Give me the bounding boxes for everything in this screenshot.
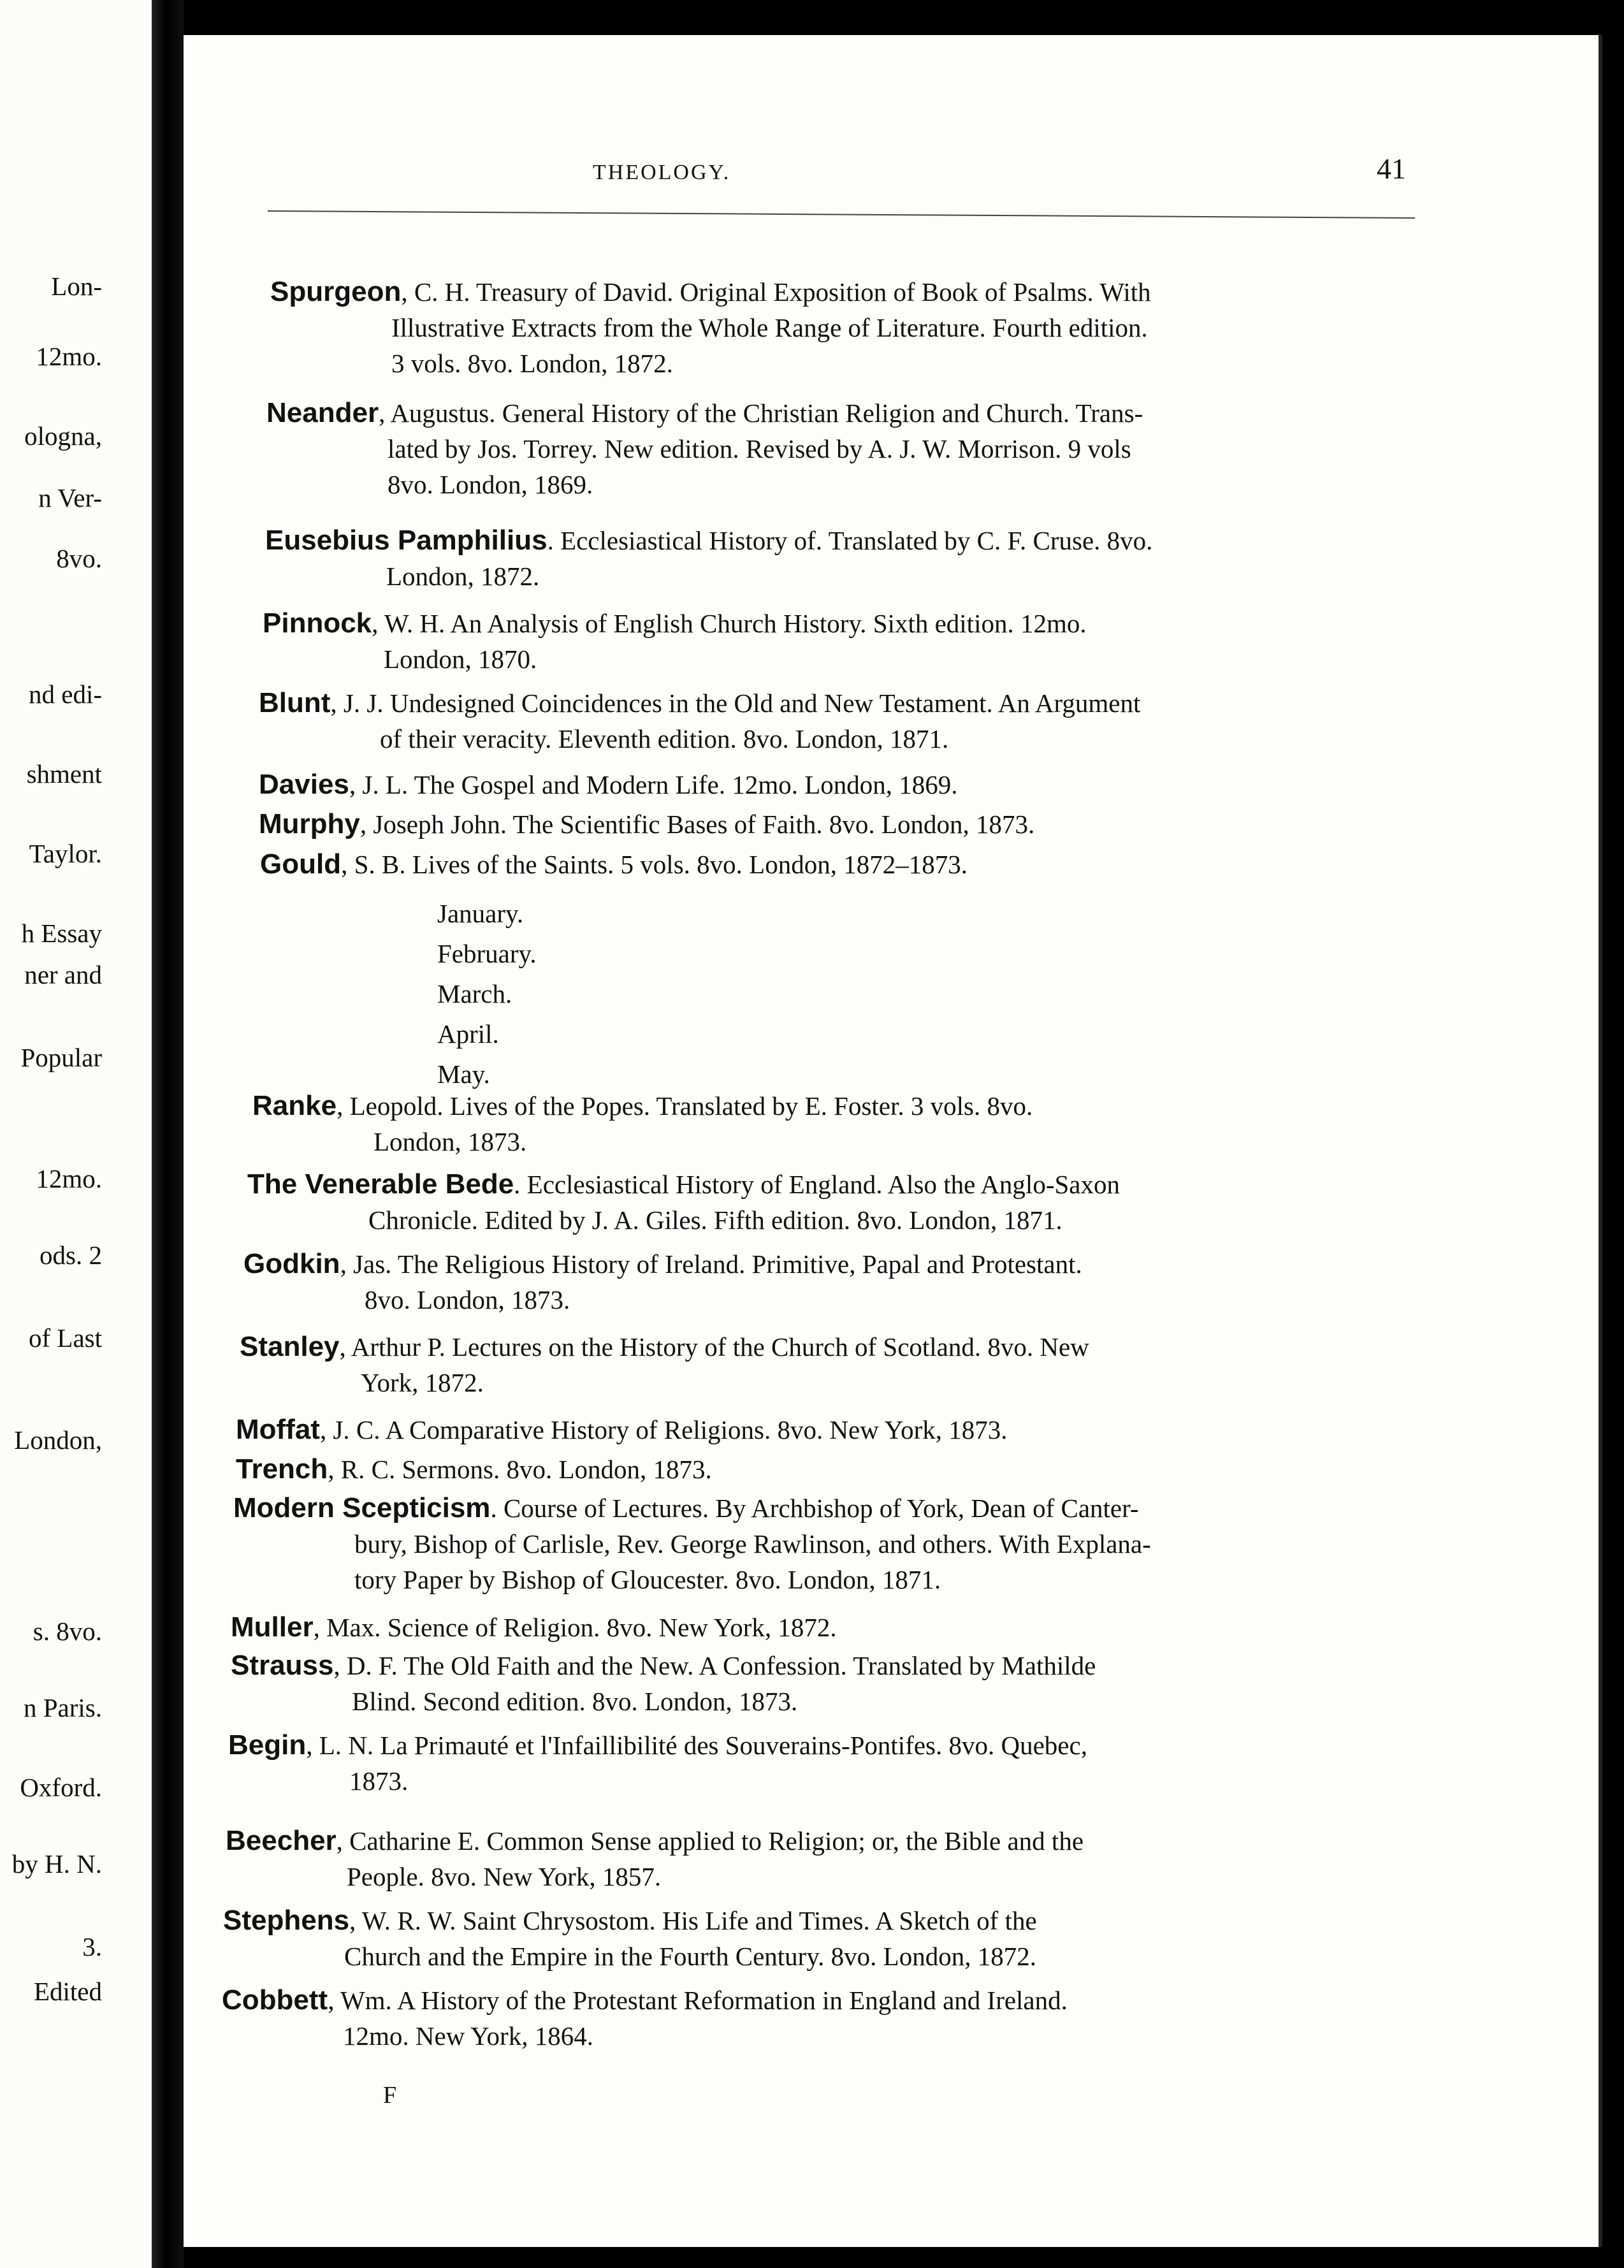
entry-text: , R. C. Sermons. 8vo. London, 1873. xyxy=(328,1455,712,1484)
entry-line xyxy=(259,685,1140,721)
entry-text: , C. H. Treasury of David. Original Exposition of Book of Psalms. With xyxy=(401,277,1151,307)
entry-author: Moffat xyxy=(236,1414,320,1445)
entry-line xyxy=(240,1365,1089,1400)
entry-text: bury, Bishop of Carlisle, Rev. George Rawlinson, and others. With Explana- xyxy=(354,1529,1151,1559)
entry-line xyxy=(236,1412,1008,1448)
entry-line xyxy=(252,1124,1033,1159)
entry-line xyxy=(259,767,958,803)
bibliography-entry xyxy=(263,606,1087,677)
entry-line xyxy=(243,1246,1082,1282)
month-item: April. xyxy=(437,1019,499,1049)
entry-text: York, 1872. xyxy=(361,1368,484,1397)
entry-line xyxy=(247,1202,1120,1238)
bibliography-entry xyxy=(231,1648,1096,1719)
left-page-fragment: nd edi- xyxy=(29,680,102,709)
left-page-fragment: Popular xyxy=(20,1043,102,1072)
entry-text: Chronicle. Edited by J. A. Giles. Fifth edition. 8vo. London, 1871. xyxy=(368,1205,1062,1235)
entry-author: Begin xyxy=(228,1729,307,1761)
left-page-fragment: London, xyxy=(14,1425,102,1455)
entry-line xyxy=(266,467,1143,502)
left-page-fragment: Edited xyxy=(33,1977,102,2006)
entry-text: , Catharine E. Common Sense applied to Religion; or, the Bible and the xyxy=(336,1826,1084,1856)
entry-text: , J. J. Undesigned Coincidences in the Old and New Testament. An Argument xyxy=(330,688,1141,718)
bibliography-entry xyxy=(259,685,1140,757)
entry-line xyxy=(265,523,1152,558)
bibliography-entry xyxy=(228,1727,1087,1799)
entry-text: , S. B. Lives of the Saints. 5 vols. 8vo. London, 1872–1873. xyxy=(341,850,968,879)
bibliography-entry xyxy=(222,1982,1068,2054)
entry-line xyxy=(259,806,1034,842)
entry-text: 3 vols. 8vo. London, 1872. xyxy=(391,349,673,378)
left-page-fragment: 3. xyxy=(82,1932,102,1961)
entry-line xyxy=(233,1562,1151,1597)
entry-author: Strauss xyxy=(231,1650,334,1681)
bibliography-entry xyxy=(231,1610,837,1645)
entry-line xyxy=(263,641,1087,677)
entry-text: 1873. xyxy=(349,1766,409,1796)
entry-text: , Jas. The Religious History of Ireland. Primitive, Papal and Protestant. xyxy=(340,1249,1082,1279)
entry-line xyxy=(222,1982,1068,2018)
left-page-fragment: s. 8vo. xyxy=(33,1617,102,1646)
left-page-fragment: n Paris. xyxy=(24,1693,102,1722)
entry-line xyxy=(266,395,1143,431)
page-number: 41 xyxy=(1377,152,1406,185)
entry-author: Davies xyxy=(259,769,349,800)
entry-line xyxy=(247,1167,1120,1202)
entry-author: Trench xyxy=(236,1453,328,1485)
entry-text: . Ecclesiastical History of England. Also the Anglo-Saxon xyxy=(514,1170,1120,1199)
entry-text: London, 1870. xyxy=(384,644,537,674)
entry-author: Pinnock xyxy=(263,607,372,639)
entry-author: Cobbett xyxy=(222,1984,328,2016)
bibliography-entry xyxy=(259,806,1034,842)
entry-author: Ranke xyxy=(252,1090,337,1121)
left-page-fragment: Oxford. xyxy=(20,1773,102,1802)
entry-author: Eusebius Pamphilius xyxy=(265,525,547,556)
bibliography-entry xyxy=(236,1451,712,1487)
entry-line xyxy=(266,431,1143,467)
entry-text: , Leopold. Lives of the Popes. Translated by E. Foster. 3 vols. 8vo. xyxy=(337,1091,1033,1121)
gould-months-list xyxy=(437,894,537,1094)
entry-line xyxy=(260,847,968,882)
left-page-fragment: n Ver- xyxy=(38,483,102,512)
bibliography-entry xyxy=(265,523,1152,594)
entry-text: , L. N. La Primauté et l'Infaillibilité des Souverains-Pontifes. 8vo. Quebec, xyxy=(306,1731,1087,1760)
bibliography-entry xyxy=(247,1167,1120,1238)
bibliography-entry xyxy=(270,274,1151,381)
left-page-fragment: shment xyxy=(26,759,102,789)
month-item: February. xyxy=(437,939,537,968)
entry-text: London, 1873. xyxy=(373,1127,527,1156)
entry-line xyxy=(231,1648,1096,1683)
entry-line xyxy=(223,1938,1037,1974)
entry-text: 12mo. New York, 1864. xyxy=(343,2021,593,2051)
entry-author: Godkin xyxy=(243,1248,340,1279)
left-page-fragment: ner and xyxy=(24,960,102,989)
entry-author: Gould xyxy=(260,848,342,880)
entry-text: , Augustus. General History of the Christian Religion and Church. Trans- xyxy=(379,398,1143,428)
bibliography-entry xyxy=(226,1823,1084,1894)
entry-text: , J. C. A Comparative History of Religions. 8vo. New York, 1873. xyxy=(319,1415,1008,1444)
entry-line xyxy=(231,1683,1096,1719)
entry-line xyxy=(228,1763,1087,1799)
entry-text: Illustrative Extracts from the Whole Range of Literature. Fourth edition. xyxy=(391,313,1148,342)
entry-author: Murphy xyxy=(259,808,360,840)
entry-line xyxy=(226,1823,1084,1859)
entry-text: , W. H. An Analysis of English Church History. Sixth edition. 12mo. xyxy=(372,609,1087,638)
entry-line xyxy=(270,274,1151,310)
entry-text: of their veracity. Eleventh edition. 8vo. London, 1871. xyxy=(380,724,949,753)
left-page-fragment: 12mo. xyxy=(36,342,102,371)
bibliography-entry xyxy=(223,1903,1037,1974)
entry-text: , W. R. W. Saint Chrysostom. His Life and Times. A Sketch of the xyxy=(349,1906,1037,1935)
signature-mark: F xyxy=(383,2082,397,2109)
bibliography-entry xyxy=(259,767,958,803)
entry-text: , D. F. The Old Faith and the New. A Confession. Translated by Mathilde xyxy=(333,1651,1096,1680)
entry-line xyxy=(270,310,1151,345)
month-item: January. xyxy=(437,899,524,928)
entry-author: Spurgeon xyxy=(270,276,402,307)
entry-line xyxy=(233,1490,1151,1526)
entry-line xyxy=(228,1727,1087,1763)
month-item: March. xyxy=(437,979,512,1008)
entry-line xyxy=(270,345,1151,381)
entry-author: The Venerable Bede xyxy=(247,1168,514,1200)
entry-text: lated by Jos. Torrey. New edition. Revised by A. J. W. Morrison. 9 vols xyxy=(388,434,1131,463)
page-title: THEOLOGY. xyxy=(593,161,731,184)
entry-text: , Wm. A History of the Protestant Reformation in England and Ireland. xyxy=(328,1986,1068,2015)
entry-line xyxy=(243,1282,1082,1318)
left-page-fragment: h Essay xyxy=(21,919,102,948)
entry-author: Muller xyxy=(231,1611,314,1643)
entry-text: , Max. Science of Religion. 8vo. New York, 1872. xyxy=(313,1613,837,1642)
entry-text: 8vo. London, 1869. xyxy=(388,470,593,499)
entry-line xyxy=(259,721,1140,757)
left-page-fragment: by H. N. xyxy=(11,1849,102,1879)
entry-line xyxy=(240,1329,1089,1365)
bibliography-entry xyxy=(266,395,1143,502)
entry-text: tory Paper by Bishop of Gloucester. 8vo. London, 1871. xyxy=(354,1565,941,1594)
left-page-fragment: ologna, xyxy=(24,421,102,451)
entry-author: Beecher xyxy=(226,1825,337,1856)
bibliography-entry xyxy=(252,1088,1033,1159)
left-page-fragment: Lon- xyxy=(51,272,102,301)
entry-line xyxy=(231,1610,837,1645)
entry-line xyxy=(252,1088,1033,1124)
entry-text: 8vo. London, 1873. xyxy=(365,1285,570,1314)
entry-line xyxy=(265,558,1152,594)
entry-text: Church and the Empire in the Fourth Century. 8vo. London, 1872. xyxy=(344,1942,1036,1971)
bibliography-entry xyxy=(233,1490,1151,1597)
entry-author: Stephens xyxy=(223,1905,350,1936)
entry-author: Neander xyxy=(266,397,379,428)
entry-line xyxy=(263,606,1087,641)
left-page-fragment: Taylor. xyxy=(29,839,102,868)
entry-text: , Arthur P. Lectures on the History of the Church of Scotland. 8vo. New xyxy=(339,1332,1089,1362)
entry-text: . Course of Lectures. By Archbishop of York, Dean of Canter- xyxy=(490,1494,1139,1523)
bibliography-entry xyxy=(260,847,968,882)
month-item: May. xyxy=(437,1059,490,1089)
entry-text: Blind. Second edition. 8vo. London, 1873. xyxy=(352,1687,798,1716)
entry-line xyxy=(223,1903,1037,1938)
entry-line xyxy=(233,1526,1151,1562)
entry-author: Stanley xyxy=(240,1331,340,1362)
entry-text: , Joseph John. The Scientific Bases of Faith. 8vo. London, 1873. xyxy=(359,810,1035,839)
left-page-fragment: of Last xyxy=(29,1323,102,1353)
bibliography-entry xyxy=(243,1246,1082,1318)
bibliography-entry xyxy=(236,1412,1008,1448)
left-page-fragment: ods. 2 xyxy=(40,1240,102,1270)
entry-line xyxy=(226,1859,1084,1894)
entry-text: . Ecclesiastical History of. Translated by C. F. Cruse. 8vo. xyxy=(547,526,1153,555)
entry-author: Modern Scepticism xyxy=(233,1492,491,1523)
bibliography-entry xyxy=(240,1329,1089,1400)
entry-author: Blunt xyxy=(259,687,331,718)
left-page-fragment: 8vo. xyxy=(56,544,102,573)
entry-line xyxy=(236,1451,712,1487)
entry-text: People. 8vo. New York, 1857. xyxy=(347,1862,662,1891)
entry-text: , J. L. The Gospel and Modern Life. 12mo. London, 1869. xyxy=(349,770,958,799)
left-page-fragment: 12mo. xyxy=(36,1164,102,1193)
entry-text: London, 1872. xyxy=(386,562,540,591)
entry-line xyxy=(222,2018,1068,2054)
